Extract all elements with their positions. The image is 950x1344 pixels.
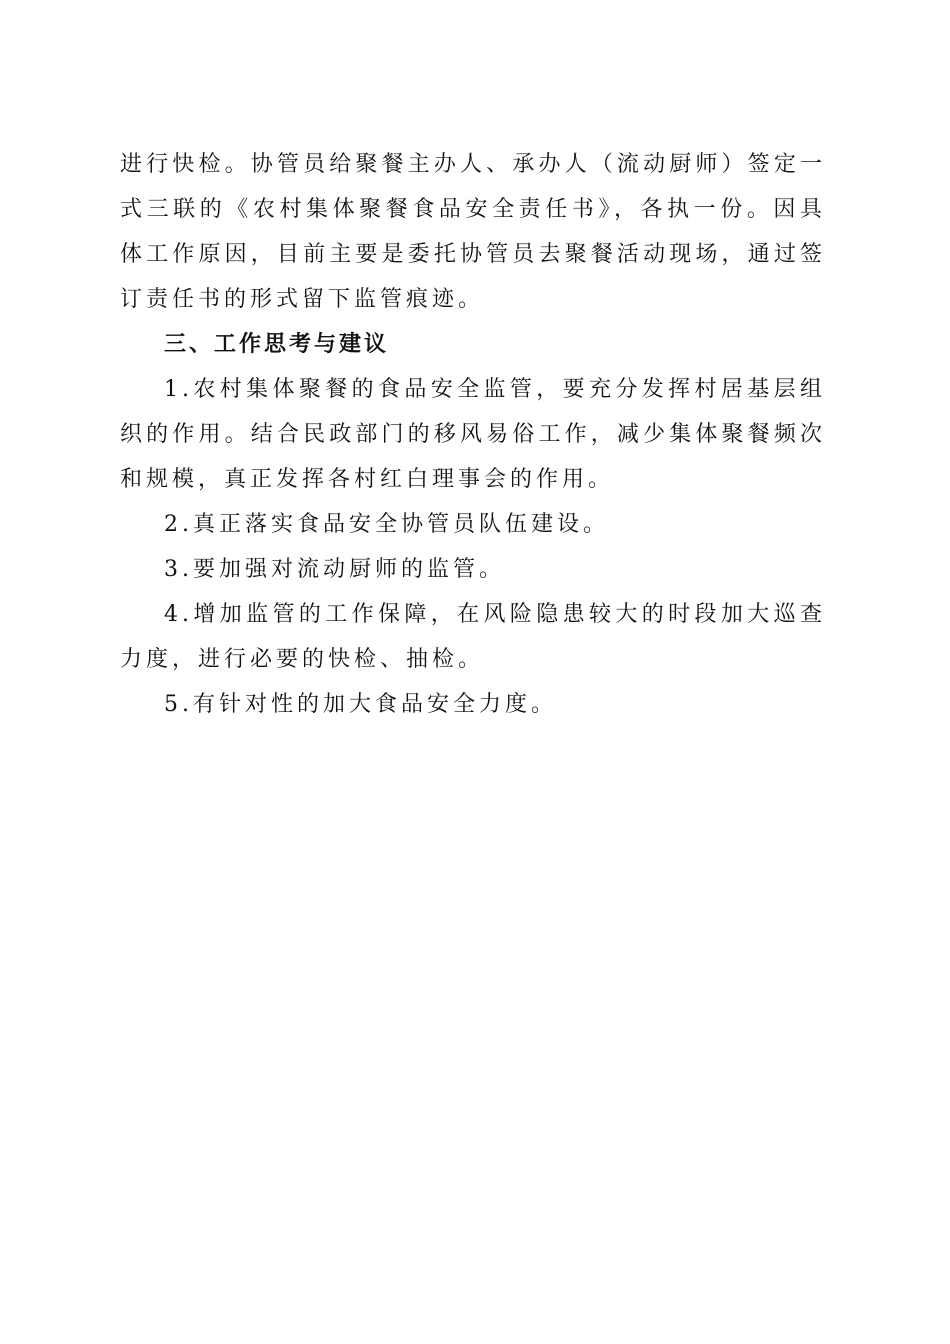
section-heading: 三、工作思考与建议 <box>164 332 390 357</box>
suggestion-item-5: 5.有针对性的加大食品安全力度。 <box>164 692 557 717</box>
suggestion-item-1: 1.农村集体聚餐的食品安全监管，要充分发挥村居基层组织的作用。结合民政部门的移风易俗工作，减少集体聚餐频次和规模，真正发挥各村红白理事会的作用。 <box>120 377 826 492</box>
suggestion-item-2: 2.真正落实食品安全协管员队伍建设。 <box>164 512 609 537</box>
document-body <box>120 142 826 727</box>
suggestion-item-4: 4.增加监管的工作保障，在风险隐患较大的时段加大巡查力度，进行必要的快检、抽检。 <box>120 602 826 672</box>
suggestion-item-3: 3.要加强对流动厨师的监管。 <box>164 557 505 582</box>
intro-paragraph: 进行快检。协管员给聚餐主办人、承办人（流动厨师）签定一式三联的《农村集体聚餐食品安全责任书》，各执一份。因具体工作原因，目前主要是委托协管员去聚餐活动现场，通过签订责任书的形式留下监管痕迹。 <box>120 152 826 312</box>
